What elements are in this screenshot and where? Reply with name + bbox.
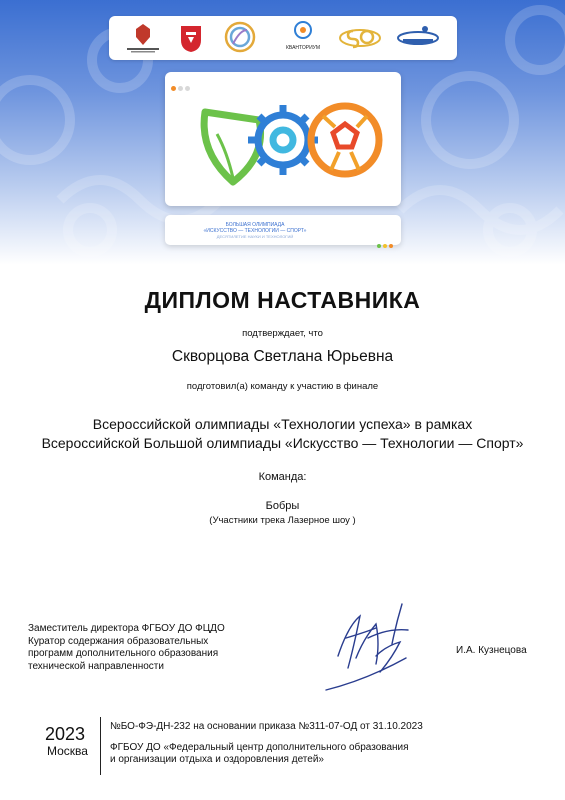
perm-region-crest bbox=[179, 20, 203, 54]
olympiad-line-1: Всероссийской олимпиады «Технологии успеха» в рамках bbox=[92, 416, 473, 432]
caption-line-3: ДЕСЯТИЛЕТИЕ НАУКИ И ТЕХНОЛОГИЙ bbox=[216, 234, 294, 239]
ball-icon bbox=[311, 106, 379, 174]
team-name: Бобры bbox=[265, 500, 300, 512]
footer-org-line-1: ФГБОУ ДО «Федеральный центр дополнительного образования bbox=[110, 742, 409, 753]
signatory-name: И.А. Кузнецова bbox=[456, 645, 527, 656]
kvantorium-logo bbox=[281, 20, 325, 51]
caption-line-2: «ИСКУССТВО — ТЕХНОЛОГИИ — СПОРТ» bbox=[203, 228, 307, 234]
olympiad-emblem-card bbox=[165, 72, 401, 206]
position-line-1: Заместитель директора ФГБОУ ДО ФЦДО bbox=[28, 623, 225, 634]
footer-number-line: №БО-ФЭ-ДН-232 на основании приказа №311-07-ОД от 31.10.2023 bbox=[110, 721, 423, 732]
position-line-3: программ дополнительного образования bbox=[28, 648, 219, 659]
position-line-2: Куратор содержания образовательных bbox=[28, 635, 209, 647]
team-label: Команда: bbox=[258, 471, 307, 483]
anniversary-logo bbox=[337, 20, 383, 54]
window-dots bbox=[171, 78, 192, 96]
footer-divider bbox=[100, 717, 101, 775]
circle-emblem-logo bbox=[223, 20, 257, 54]
caption-line-1: БОЛЬШАЯ ОЛИМПИАДА bbox=[225, 222, 285, 228]
kvantorium-icon bbox=[293, 20, 313, 40]
track-name: (Участники трека Лазерное шоу ) bbox=[209, 515, 356, 526]
olympiad-emblem bbox=[165, 72, 401, 206]
header-banner bbox=[0, 0, 565, 265]
ministry-logo bbox=[123, 20, 163, 54]
prepared-text: подготовил(а) команду к участию в финале bbox=[186, 381, 379, 392]
confirms-text: подтверждает, что bbox=[242, 328, 323, 339]
diploma-title: ДИПЛОМ НАСТАВНИКА bbox=[144, 287, 421, 313]
leaf-icon bbox=[204, 112, 260, 182]
orbit-logo bbox=[395, 20, 441, 54]
footer-year: 2023 bbox=[45, 724, 86, 744]
olympiad-line-2: Всероссийской Большой олимпиады «Искусство — Технологии — Спорт» bbox=[41, 435, 524, 451]
partner-logos-bar bbox=[109, 16, 457, 60]
footer-city: Москва bbox=[47, 744, 88, 758]
handwritten-signature bbox=[316, 598, 436, 698]
position-line-4: технической направленности bbox=[28, 660, 164, 672]
olympiad-caption-card bbox=[165, 215, 401, 245]
caption-dots bbox=[375, 235, 393, 253]
signatory-position bbox=[28, 623, 225, 673]
footer-org-line-2: и организации отдыха и оздоровления детей» bbox=[110, 754, 324, 765]
recipient-name: Скворцова Светлана Юрьевна bbox=[171, 348, 394, 365]
kvantorium-text: КВАНТОРИУМ bbox=[285, 45, 321, 51]
